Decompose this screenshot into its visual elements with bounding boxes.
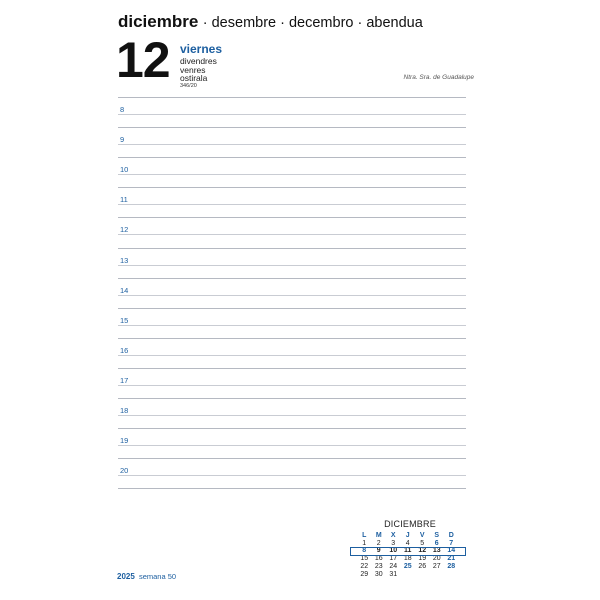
hour-rule [118, 308, 466, 309]
hour-label: 9 [120, 135, 125, 145]
mini-calendar-weekday: V [419, 532, 425, 539]
mini-calendar-day: 28 [447, 562, 456, 570]
half-hour-rule [118, 325, 466, 326]
mini-calendar-day: 14 [447, 547, 456, 555]
footer [117, 572, 176, 581]
mini-calendar-day: 3 [391, 539, 396, 547]
weekday-block [180, 41, 222, 83]
weekday-name: viernes [180, 42, 223, 56]
mini-calendar-weekday: J [405, 532, 410, 539]
hour-label: 11 [120, 195, 128, 205]
month-header [118, 12, 423, 32]
hour-label: 18 [120, 406, 129, 415]
mini-calendar-day: 20 [432, 555, 441, 563]
mini-calendar-day: 11 [404, 547, 412, 555]
mini-calendar-day: 31 [389, 570, 398, 578]
hour-rule [118, 428, 466, 429]
mini-calendar-day: 21 [447, 555, 456, 563]
hour-label: 20 [120, 466, 129, 476]
mini-calendar-day: 9 [376, 547, 381, 555]
mini-calendar-weekday: D [448, 532, 454, 539]
mini-calendar-day: 24 [389, 562, 398, 570]
mini-calendar-day: 29 [360, 570, 369, 578]
mini-calendar-day: 10 [389, 547, 398, 555]
half-hour-rule [118, 234, 466, 235]
mini-calendar-day: 5 [420, 539, 425, 547]
month-name: diciembre [118, 12, 199, 31]
weekday-name-alt: venres [180, 64, 206, 75]
mini-calendar-day [401, 571, 416, 579]
week-number: semana 50 [138, 572, 177, 581]
hour-rule [118, 488, 466, 489]
hour-label: 16 [120, 345, 129, 355]
day-of-year: 346/20 [180, 83, 197, 89]
hour-label: 15 [120, 315, 129, 325]
hour-rule [118, 127, 466, 128]
mini-calendar-day: 4 [405, 539, 410, 547]
current-week-highlight [350, 547, 466, 556]
mini-calendar-day: 26 [418, 562, 427, 570]
weekday-name-alt: ostirala [180, 73, 208, 83]
mini-calendar-day: 19 [418, 555, 427, 563]
mini-calendar-day: 23 [374, 562, 383, 570]
hour-rule [118, 368, 466, 369]
half-hour-rule [118, 114, 466, 115]
mini-calendar-day: 15 [360, 555, 369, 563]
hour-rule [118, 338, 466, 339]
hour-label: 10 [120, 165, 129, 175]
hour-rule [118, 248, 466, 249]
hour-rule [118, 157, 466, 158]
mini-calendar-day: 22 [360, 562, 369, 570]
saint-of-day: Ntra. Sra. de Guadalupe [403, 74, 474, 81]
mini-calendar-day [430, 571, 445, 579]
mini-calendar-day: 8 [362, 547, 367, 555]
top-rule [118, 97, 466, 98]
day-number: 12 [116, 32, 170, 88]
mini-calendar-weekday: L [362, 532, 367, 539]
half-hour-rule [118, 415, 466, 416]
mini-calendar-weekday: M [375, 532, 382, 539]
hour-label: 8 [120, 105, 125, 114]
hour-label: 17 [120, 375, 129, 385]
mini-calendar-day: 7 [449, 539, 454, 547]
mini-calendar-day: 13 [432, 547, 441, 555]
mini-calendar-day: 18 [403, 555, 412, 563]
mini-calendar-day: 6 [434, 539, 439, 547]
hour-label: 14 [120, 285, 129, 295]
mini-calendar-day: 12 [418, 547, 427, 555]
footer-year: 2025 [117, 572, 135, 581]
half-hour-rule [118, 445, 466, 446]
mini-calendar-day: 25 [403, 562, 412, 570]
mini-calendar-day: 30 [374, 570, 383, 578]
month-name-alternates: · desembre · decembro · abendua [202, 15, 423, 31]
half-hour-rule [118, 355, 466, 356]
half-hour-rule [118, 174, 466, 175]
half-hour-rule [118, 204, 466, 205]
hour-label: 19 [120, 436, 129, 446]
weekday-name-alt: divendres [180, 56, 217, 66]
hour-label: 12 [120, 225, 129, 235]
hour-label: 13 [120, 255, 129, 265]
mini-calendar-day [444, 571, 459, 579]
half-hour-rule [118, 265, 466, 266]
mini-calendar-weekday: X [390, 532, 396, 539]
half-hour-rule [118, 385, 466, 386]
hour-rule [118, 278, 466, 279]
mini-calendar-weekday: S [434, 532, 440, 539]
mini-calendar-day [415, 571, 430, 579]
mini-calendar-day: 1 [362, 539, 367, 547]
mini-calendar-day: 2 [376, 539, 381, 547]
half-hour-rule [118, 475, 466, 476]
hour-rule [118, 187, 466, 188]
hour-rule [118, 398, 466, 399]
mini-calendar-day: 17 [389, 555, 398, 563]
hour-rule [118, 217, 466, 218]
mini-calendar-day: 16 [374, 555, 383, 563]
hour-rule [118, 458, 466, 459]
half-hour-rule [118, 295, 466, 296]
mini-calendar-title: DICIEMBRE [384, 519, 436, 529]
mini-calendar-day: 27 [432, 562, 441, 570]
half-hour-rule [118, 144, 466, 145]
